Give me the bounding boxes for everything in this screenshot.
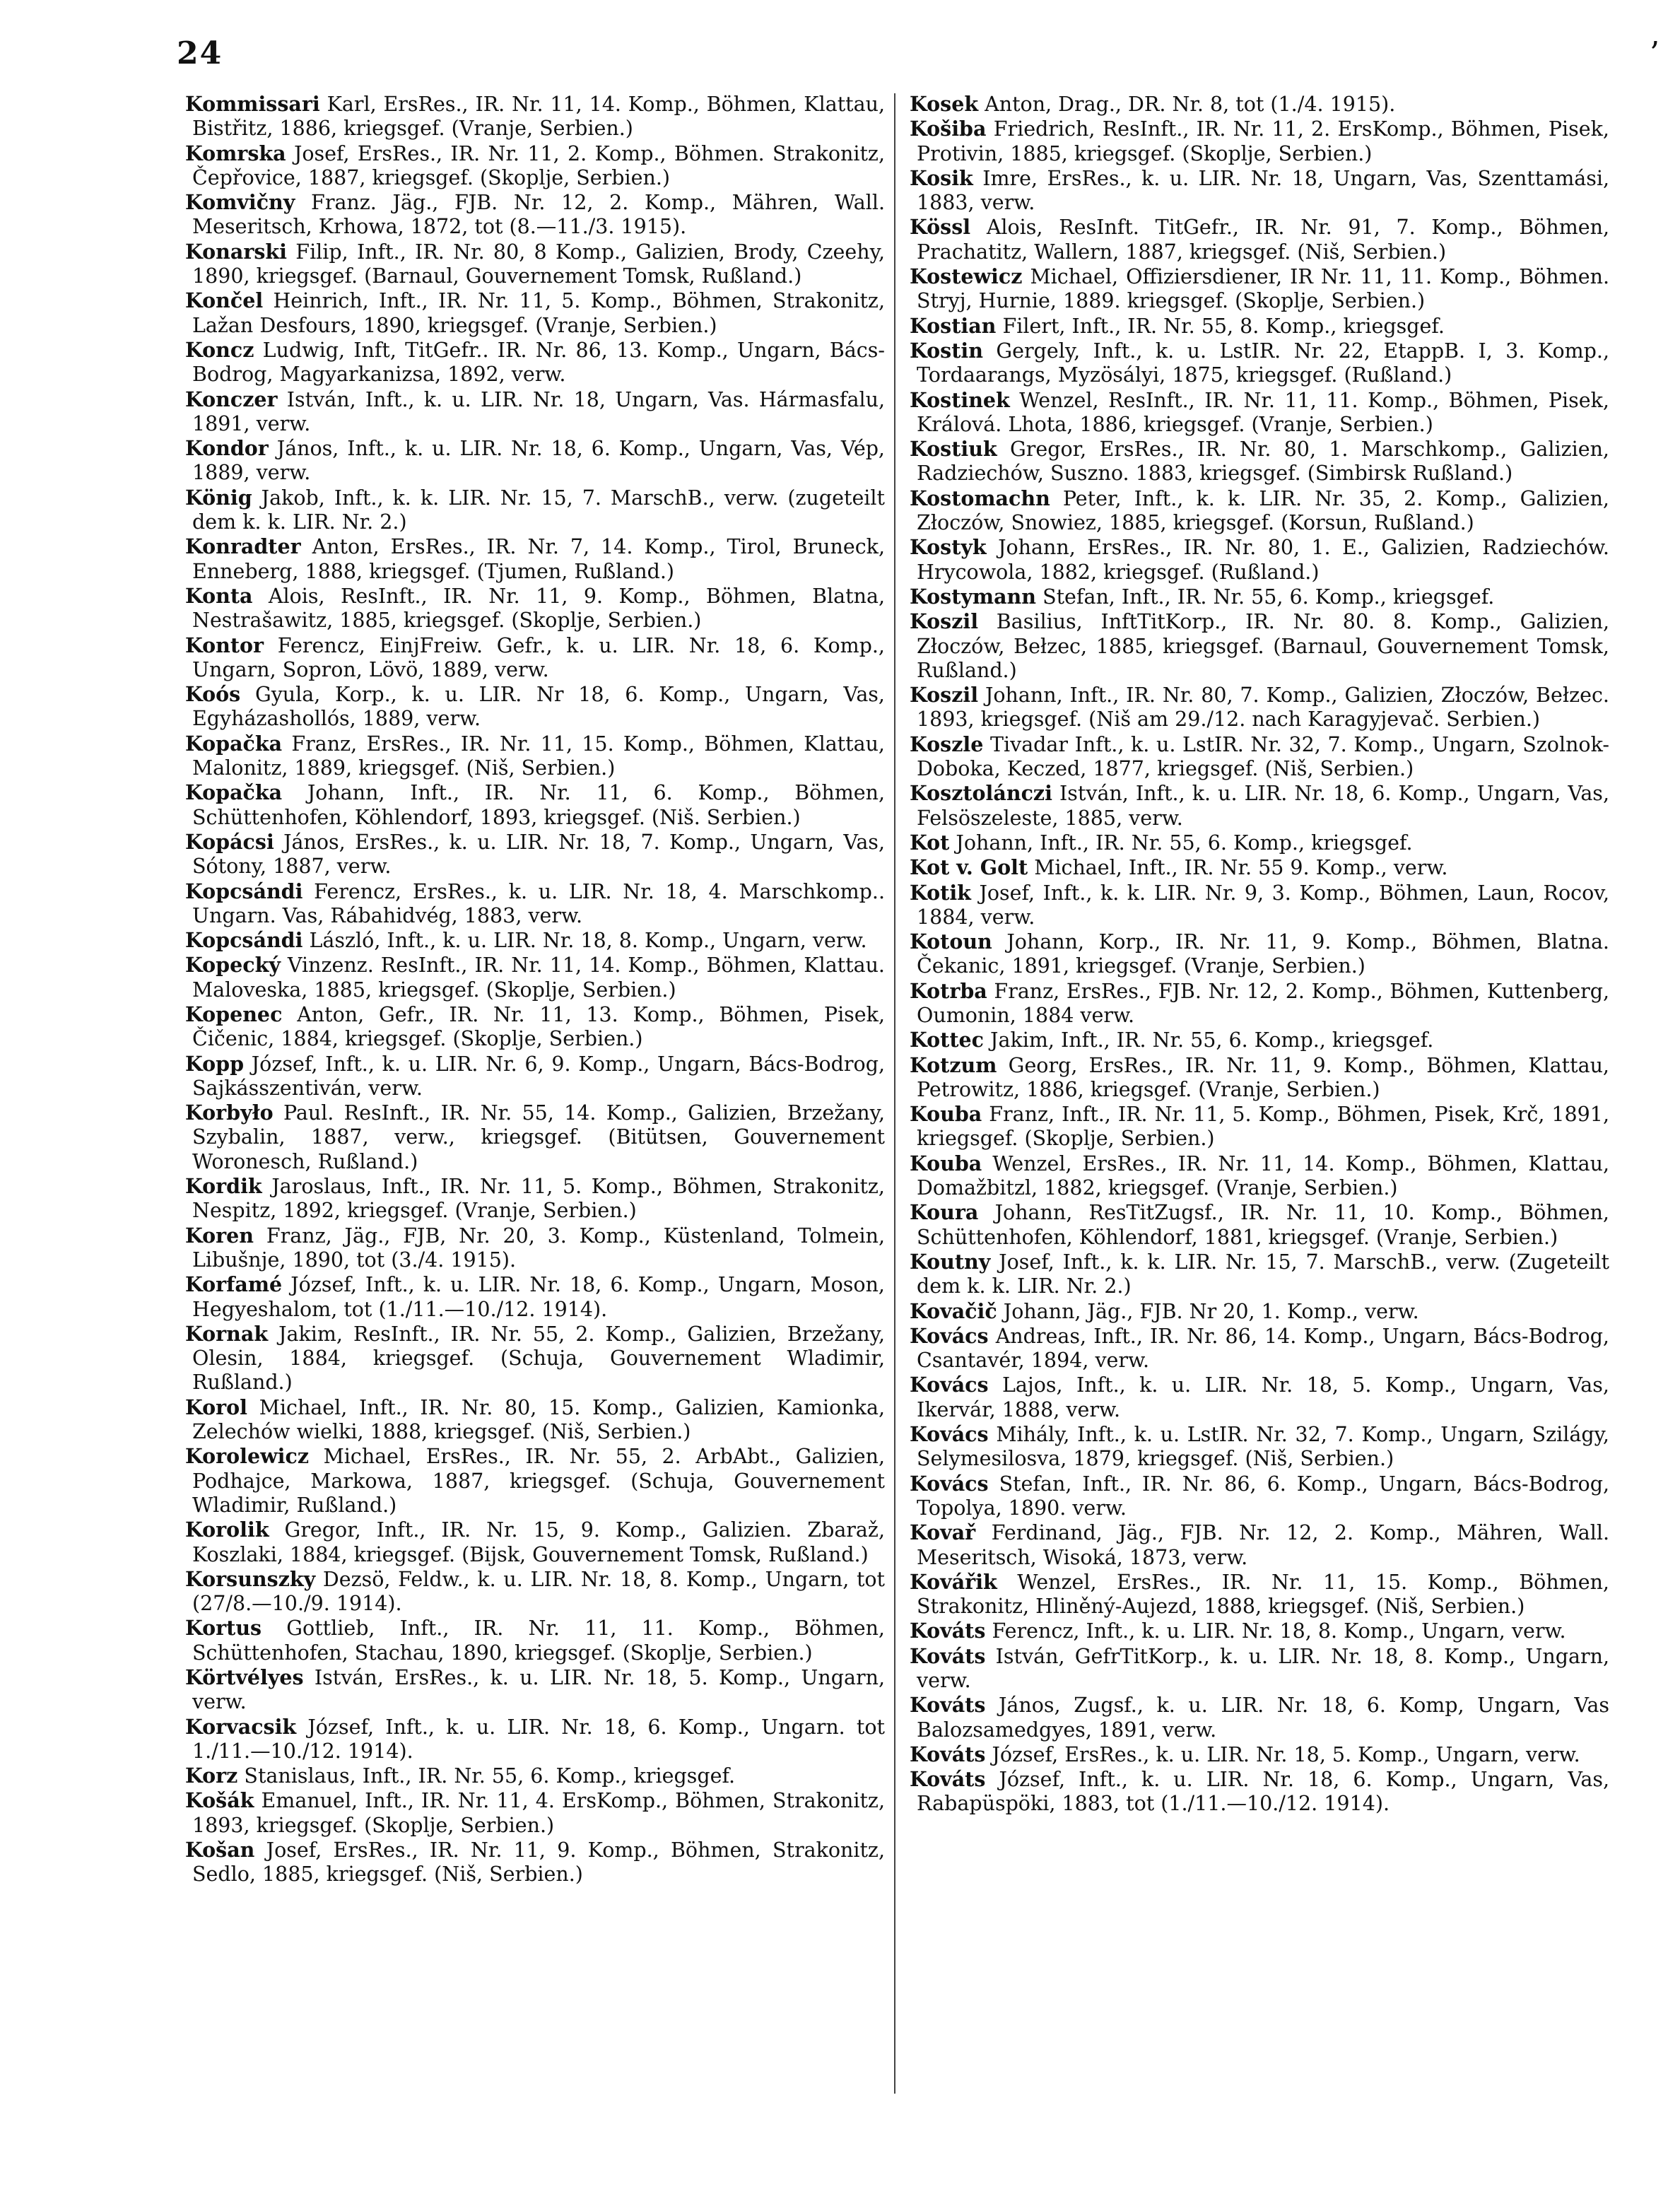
entry-surname: Kostian bbox=[910, 313, 997, 338]
register-entry bbox=[910, 1472, 1609, 1521]
entry-surname: Kontor bbox=[185, 633, 264, 657]
entry-surname: Kössl bbox=[910, 215, 971, 240]
entry-surname: Kommissari bbox=[185, 92, 320, 116]
entry-details: Franz, Jäg., FJB, Nr. 20, 3. Komp., Küstenland, Tolmein, Libušnje, 1890, tot (3./4. 1915). bbox=[192, 1224, 885, 1272]
register-entry bbox=[910, 1742, 1609, 1767]
entry-details: István, GefrTitKorp., k. u. LIR. Nr. 18, 8. Komp., Ungarn, verw. bbox=[917, 1644, 1610, 1692]
register-entry bbox=[910, 1422, 1609, 1472]
entry-details: Friedrich, ResInft., IR. Nr. 11, 2. ErsKomp., Böhmen, Pisek, Protivin, 1885, kriegsgef. (Skoplje, Serbien.) bbox=[917, 117, 1609, 165]
corner-mark: ’ bbox=[1650, 35, 1660, 71]
entry-surname: Končel bbox=[185, 288, 264, 313]
entry-details: Johann, ResTitZugsf., IR. Nr. 11, 10. Komp., Böhmen, Schüttenhofen, Köhlendorf, 1881, kriegsgef. (Vranje, Serbien.) bbox=[917, 1201, 1609, 1249]
register-entry bbox=[910, 1299, 1609, 1324]
register-entry bbox=[185, 1101, 885, 1174]
entry-details: Anton, Gefr., IR. Nr. 11, 13. Komp., Böhmen, Pisek, Čičenic, 1884, kriegsgef. (Skoplje, Serbien.) bbox=[192, 1002, 886, 1051]
entry-details: Filip, Inft., IR. Nr. 80, 8 Komp., Galizien, Brody, Czeehy, 1890, kriegsgef. (Barnaul, Gouvernement Tomsk, Rußland.) bbox=[192, 240, 886, 288]
entry-details: Ferdinand, Jäg., FJB. Nr. 12, 2. Komp., Mähren, Wall. Meseritsch, Wisoká, 1873, verw. bbox=[917, 1521, 1610, 1569]
entry-details: Georg, ErsRes., IR. Nr. 11, 9. Komp., Böhmen, Klattau, Petrowitz, 1886, kriegsgef. (Vranje, Serbien.) bbox=[917, 1053, 1609, 1101]
entry-surname: Korvacsik bbox=[185, 1714, 297, 1739]
register-entry bbox=[185, 387, 885, 437]
register-entry bbox=[910, 339, 1609, 388]
register-entry bbox=[185, 486, 885, 535]
page-number: 24 bbox=[177, 35, 223, 71]
register-entry bbox=[910, 979, 1609, 1028]
register-entry bbox=[910, 609, 1609, 683]
entry-surname: Kopcsándi bbox=[185, 879, 303, 903]
register-entry bbox=[185, 584, 885, 633]
entry-surname: Konarski bbox=[185, 239, 287, 264]
entry-surname: Kováts bbox=[910, 1643, 986, 1668]
entry-details: Gregor, Inft., IR. Nr. 15, 9. Komp., Galizien. Zbaraž, Koszlaki, 1884, kriegsgef. (Bijsk, Gouvernement Tomsk, Rußland.) bbox=[192, 1518, 886, 1566]
entry-details: Basilius, InftTitKorp., IR. Nr. 80. 8. Komp., Galizien, Złoczów, Bełzec, 1885, kriegsgef. (Barnaul, Gouvernement Tomsk, Rußland.) bbox=[917, 610, 1610, 682]
entry-surname: Kováts bbox=[910, 1767, 986, 1792]
entry-surname: Korol bbox=[185, 1395, 248, 1419]
entry-details: Filert, Inft., IR. Nr. 55, 8. Komp., kriegsgef. bbox=[1002, 314, 1445, 338]
entry-details: Franz, Inft., IR. Nr. 11, 5. Komp., Böhmen, Pisek, Krč, 1891, kriegsgef. (Skoplje, Serbien.) bbox=[917, 1103, 1610, 1151]
entry-details: Franz, ErsRes., FJB. Nr. 12, 2. Komp., Böhmen, Kuttenberg, Oumonin, 1884 verw. bbox=[917, 979, 1609, 1027]
entry-surname: Kopecký bbox=[185, 953, 281, 978]
register-entry bbox=[910, 1151, 1609, 1201]
register-entry bbox=[185, 1322, 885, 1395]
entry-details: Jakim, Inft., IR. Nr. 55, 6. Komp., kriegsgef. bbox=[990, 1028, 1434, 1052]
entry-details: Josef, ErsRes., IR. Nr. 11, 2. Komp., Böhmen. Strakonitz, Čepřovice, 1887, kriegsgef. (Skoplje, Serbien.) bbox=[192, 141, 886, 189]
entry-details: Andreas, Inft., IR. Nr. 86, 14. Komp., Ungarn, Bács-Bodrog, Csantavér, 1894, verw. bbox=[917, 1324, 1609, 1373]
entry-surname: Kopcsándi bbox=[185, 928, 303, 953]
entry-surname: Kosik bbox=[910, 165, 973, 190]
entry-details: János, Inft., k. u. LIR. Nr. 18, 6. Komp., Ungarn, Vas, Vép, 1889, verw. bbox=[192, 437, 885, 485]
entry-details: János, Zugsf., k. u. LIR. Nr. 18, 6. Komp, Ungarn, Vas Balozsamedgyes, 1891, verw. bbox=[917, 1694, 1609, 1742]
entry-details: Johann, Jäg., FJB. Nr 20, 1. Komp., verw. bbox=[1003, 1299, 1419, 1323]
entry-details: János, ErsRes., k. u. LIR. Nr. 18, 7. Komp., Ungarn, Vas, Sótony, 1887, verw. bbox=[192, 830, 885, 879]
entry-details: Josef, Inft., k. k. LIR. Nr. 9, 3. Komp., Böhmen, Laun, Rocov, 1884, verw. bbox=[917, 881, 1610, 929]
entry-surname: König bbox=[185, 485, 252, 510]
entry-details: Imre, ErsRes., k. u. LIR. Nr. 18, Ungarn, Vas, Szenttamási, 1883, verw. bbox=[917, 166, 1610, 215]
entry-details: Emanuel, Inft., IR. Nr. 11, 4. ErsKomp., Böhmen, Strakonitz, 1893, kriegsgef. (Skoplje, Serbien.) bbox=[192, 1789, 886, 1837]
entry-surname: Kopačka bbox=[185, 731, 283, 756]
entry-details: József, Inft., k. u. LIR. Nr. 6, 9. Komp., Ungarn, Bács-Bodrog, Sajkásszentiván, verw. bbox=[192, 1052, 886, 1100]
register-entry bbox=[185, 682, 885, 732]
register-entry bbox=[910, 1028, 1609, 1052]
entry-details: Franz. Jäg., FJB. Nr. 12, 2. Komp., Mähren, Wall. Meseritsch, Krhowa, 1872, tot (8.—11./3. 1915). bbox=[192, 191, 886, 239]
entry-details: Ferencz, EinjFreiw. Gefr., k. u. LIR. Nr. 18, 6. Komp., Ungarn, Sopron, Lövö, 1889, verw. bbox=[192, 633, 885, 681]
entry-details: Lajos, Inft., k. u. LIR. Nr. 18, 5. Komp., Ungarn, Vas, Ikervár, 1888, verw. bbox=[917, 1373, 1609, 1421]
register-entry bbox=[185, 1224, 885, 1273]
entry-surname: Kostyk bbox=[910, 535, 987, 560]
register-entry bbox=[910, 1053, 1609, 1103]
register-entry bbox=[910, 585, 1609, 609]
entry-details: Peter, Inft., k. k. LIR. Nr. 35, 2. Komp., Galizien, Złoczów, Snowiez, 1885, kriegsgef. (Korsun, Rußland.) bbox=[917, 486, 1609, 535]
register-entry bbox=[910, 881, 1609, 930]
register-entry bbox=[910, 437, 1609, 486]
entry-surname: Kopačka bbox=[185, 780, 283, 805]
register-entry bbox=[910, 831, 1609, 855]
register-entry bbox=[185, 1518, 885, 1567]
entry-surname: Kováts bbox=[910, 1742, 986, 1766]
entry-details: Josef, ErsRes., IR. Nr. 11, 9. Komp., Böhmen, Strakonitz, Sedlo, 1885, kriegsgef. (Niš, Serbien.) bbox=[192, 1838, 885, 1887]
register-entry bbox=[185, 1272, 885, 1322]
entry-details: Karl, ErsRes., IR. Nr. 11, 14. Komp., Böhmen, Klattau, Bistřitz, 1886, kriegsgef. (Vranje, Serbien.) bbox=[192, 93, 886, 141]
entry-details: Paul. ResInft., IR. Nr. 55, 14. Komp., Galizien, Brzežany, Szybalin, 1887, verw., kriegsgef. (Bitütsen, Gouvernement Woronesch, Rußland.) bbox=[192, 1101, 886, 1173]
entry-surname: Koszle bbox=[910, 732, 984, 756]
entry-details: Gyula, Korp., k. u. LIR. Nr 18, 6. Komp., Ungarn, Vas, Egyházashollós, 1889, verw. bbox=[192, 683, 885, 731]
entry-details: Vinzenz. ResInft., IR. Nr. 11, 14. Komp., Böhmen, Klattau. Maloveska, 1885, kriegsgef. (Skoplje, Serbien.) bbox=[192, 954, 885, 1002]
entry-details: Stefan, Inft., IR. Nr. 55, 6. Komp., kriegsgef. bbox=[1042, 585, 1495, 609]
entry-details: Ferencz, ErsRes., k. u. LIR. Nr. 18, 4. Marschkomp.. Ungarn. Vas, Rábahidvég, 1883, verw. bbox=[192, 879, 886, 927]
register-entry bbox=[910, 264, 1609, 314]
entry-surname: Košák bbox=[185, 1788, 254, 1813]
entry-surname: Korolik bbox=[185, 1518, 269, 1542]
entry-surname: Kotoun bbox=[910, 929, 992, 954]
register-entry bbox=[910, 486, 1609, 536]
entry-surname: Koutny bbox=[910, 1249, 991, 1274]
entry-details: Johann, Inft., IR. Nr. 55, 6. Komp., kriegsgef. bbox=[956, 831, 1413, 855]
register-entry bbox=[185, 1788, 885, 1838]
entry-details: Anton, Drag., DR. Nr. 8, tot (1./4. 1915). bbox=[985, 93, 1396, 116]
entry-surname: Kostymann bbox=[910, 584, 1036, 609]
register-entry bbox=[185, 1616, 885, 1665]
register-entry bbox=[185, 953, 885, 1002]
register-entry bbox=[910, 1693, 1609, 1742]
register-entry bbox=[185, 1395, 885, 1445]
register-entry bbox=[910, 388, 1609, 438]
entry-details: Michael, Inft., IR. Nr. 80, 15. Komp., Galizien, Kamionka, Zelechów wielki, 1888, kriegsgef. (Niš, Serbien.) bbox=[192, 1395, 886, 1444]
entry-details: Wenzel, ErsRes., IR. Nr. 11, 15. Komp., Böhmen, Strakonitz, Hliněný-Aujezd, 1888, kriegsgef. (Niš, Serbien.) bbox=[917, 1570, 1609, 1619]
right-column bbox=[910, 92, 1609, 1817]
entry-surname: Kostin bbox=[910, 338, 983, 363]
register-entry bbox=[185, 1444, 885, 1518]
register-entry bbox=[910, 1767, 1609, 1817]
entry-surname: Kornak bbox=[185, 1321, 269, 1346]
entry-details: Jaroslaus, Inft., IR. Nr. 11, 5. Komp., Böhmen, Strakonitz, Nespitz, 1892, kriegsgef. (Vranje, Serbien.) bbox=[192, 1175, 885, 1223]
entry-details: Stefan, Inft., IR. Nr. 86, 6. Komp., Ungarn, Bács-Bodrog, Topolya, 1890. verw. bbox=[917, 1472, 1610, 1520]
register-entry bbox=[910, 1644, 1609, 1694]
register-entry bbox=[185, 92, 885, 141]
register-entry bbox=[910, 1102, 1609, 1151]
entry-surname: Kotzum bbox=[910, 1052, 997, 1077]
register-entry bbox=[185, 1567, 885, 1617]
entry-surname: Korbyło bbox=[185, 1101, 274, 1125]
entry-surname: Kovářik bbox=[910, 1569, 997, 1594]
entry-surname: Konczer bbox=[185, 387, 278, 411]
register-entry bbox=[910, 535, 1609, 585]
register-entry bbox=[185, 1002, 885, 1052]
register-entry bbox=[185, 1838, 885, 1887]
column-divider bbox=[894, 93, 895, 2094]
entry-surname: Kotrba bbox=[910, 978, 987, 1003]
register-entry bbox=[185, 190, 885, 240]
register-entry bbox=[910, 1200, 1609, 1250]
register-entry bbox=[910, 1250, 1609, 1299]
entry-surname: Körtvélyes bbox=[185, 1665, 304, 1689]
register-entry bbox=[910, 732, 1609, 782]
register-entry bbox=[185, 1764, 885, 1788]
entry-details: Ludwig, Inft, TitGefr.. IR. Nr. 86, 13. Komp., Ungarn, Bács-Bodrog, Magyarkanizsa, 1892, verw. bbox=[192, 338, 886, 387]
entry-surname: Koós bbox=[185, 682, 241, 707]
entry-surname: Kostiuk bbox=[910, 437, 997, 462]
entry-details: József, ErsRes., k. u. LIR. Nr. 18, 5. Komp., Ungarn, verw. bbox=[992, 1742, 1580, 1766]
entry-details: Michael, Inft., IR. Nr. 55 9. Komp., verw. bbox=[1034, 856, 1448, 880]
left-column bbox=[185, 92, 885, 1887]
register-entry bbox=[185, 780, 885, 830]
register-entry bbox=[910, 683, 1609, 732]
entry-details: László, Inft., k. u. LIR. Nr. 18, 8. Komp., Ungarn, verw. bbox=[309, 929, 867, 953]
entry-details: Heinrich, Inft., IR. Nr. 11, 5. Komp., Böhmen, Strakonitz, Lažan Desfours, 1890, kriegsgef. (Vranje, Serbien.) bbox=[192, 289, 886, 337]
entry-surname: Korolewicz bbox=[185, 1444, 310, 1469]
register-entry bbox=[910, 314, 1609, 339]
entry-surname: Košan bbox=[185, 1838, 255, 1862]
register-entry bbox=[910, 117, 1609, 166]
register-entry bbox=[185, 534, 885, 584]
entry-surname: Kosztolánczi bbox=[910, 781, 1052, 806]
entry-surname: Koncz bbox=[185, 337, 254, 362]
register-entry bbox=[185, 288, 885, 338]
entry-surname: Kostomachn bbox=[910, 486, 1050, 510]
entry-details: Josef, Inft., k. k. LIR. Nr. 15, 7. MarschB., verw. (Zugeteilt dem k. k. LIR. Nr. 2.) bbox=[917, 1250, 1609, 1298]
entry-surname: Kopenec bbox=[185, 1002, 283, 1026]
entry-surname: Kováts bbox=[910, 1619, 986, 1643]
entry-surname: Koszil bbox=[910, 683, 979, 708]
entry-details: István, Inft., k. u. LIR. Nr. 18, Ungarn, Vas. Hármasfalu, 1891, verw. bbox=[192, 387, 885, 435]
register-entry bbox=[185, 633, 885, 683]
entry-surname: Koszil bbox=[910, 609, 979, 634]
entry-details: István, Inft., k. u. LIR. Nr. 18, 6. Komp., Ungarn, Vas, Felsöszeleste, 1885, verw. bbox=[917, 782, 1609, 830]
entry-details: Johann, Korp., IR. Nr. 11, 9. Komp., Böhmen, Blatna. Čekanic, 1891, kriegsgef. (Vranje, Serbien.) bbox=[917, 930, 1609, 978]
entry-details: József, Inft., k. u. LIR. Nr. 18, 6. Komp., Ungarn, Vas, Rabapüspöki, 1883, tot (1./11.—10./12. 1914). bbox=[917, 1768, 1610, 1816]
entry-surname: Konta bbox=[185, 583, 253, 608]
entry-surname: Komvičny bbox=[185, 190, 295, 215]
register-entry bbox=[910, 929, 1609, 979]
entry-details: Alois, ResInft., IR. Nr. 11, 9. Komp., Böhmen, Blatna, Nestrašawitz, 1885, kriegsgef. (Skoplje, Serbien.) bbox=[192, 584, 885, 633]
register-entry bbox=[910, 1373, 1609, 1422]
entry-details: Dezsö, Feldw., k. u. LIR. Nr. 18, 8. Komp., Ungarn, tot (27/8.—10./9. 1914). bbox=[192, 1567, 886, 1616]
entry-details: Stanislaus, Inft., IR. Nr. 55, 6. Komp., kriegsgef. bbox=[244, 1764, 736, 1788]
entry-details: Johann, Inft., IR. Nr. 80, 7. Komp., Galizien, Złoczów, Bełzec. 1893, kriegsgef. (Niš am 29./12. nach Karagyjevač. Serbien.) bbox=[917, 684, 1609, 732]
register-entry bbox=[910, 92, 1609, 117]
entry-surname: Kostinek bbox=[910, 387, 1010, 412]
register-entry bbox=[185, 240, 885, 289]
entry-details: István, ErsRes., k. u. LIR. Nr. 18, 5. Komp., Ungarn, verw. bbox=[192, 1666, 885, 1714]
entry-surname: Kortus bbox=[185, 1616, 262, 1641]
entry-details: Michael, ErsRes., IR. Nr. 55, 2. ArbAbt., Galizien, Podhajce, Markowa, 1887, kriegsgef. (Schuja, Gouvernement Wladimir, Rußland.) bbox=[192, 1445, 886, 1517]
register-entry bbox=[185, 1665, 885, 1715]
entry-surname: Kot bbox=[910, 830, 950, 855]
entry-details: Wenzel, ResInft., IR. Nr. 11, 11. Komp., Böhmen, Pisek, Králová. Lhota, 1886, kriegsgef. (Vranje, Serbien.) bbox=[917, 388, 1609, 436]
entry-surname: Korsunszky bbox=[185, 1566, 316, 1591]
entry-surname: Kottec bbox=[910, 1028, 984, 1052]
register-entry bbox=[185, 830, 885, 879]
register-entry bbox=[185, 338, 885, 387]
entry-details: Anton, ErsRes., IR. Nr. 7, 14. Komp., Tirol, Bruneck, Enneberg, 1888, kriegsgef. (Tjumen, Rußland.) bbox=[192, 535, 885, 583]
register-entry bbox=[185, 141, 885, 191]
entry-details: Jakob, Inft., k. k. LIR. Nr. 15, 7. MarschB., verw. (zugeteilt dem k. k. LIR. Nr. 2.) bbox=[192, 486, 885, 534]
entry-surname: Komrska bbox=[185, 141, 286, 165]
entry-surname: Košiba bbox=[910, 117, 987, 141]
entry-details: Tivadar Inft., k. u. LstIR. Nr. 32, 7. Komp., Ungarn, Szolnok-Doboka, Keczed, 1877, kriegsgef. (Niš, Serbien.) bbox=[917, 732, 1609, 781]
register-entry bbox=[185, 732, 885, 781]
register-entry bbox=[185, 879, 885, 929]
entry-surname: Kotik bbox=[910, 880, 971, 905]
entry-surname: Koura bbox=[910, 1200, 979, 1225]
register-entry bbox=[910, 215, 1609, 264]
entry-surname: Kouba bbox=[910, 1102, 982, 1127]
entry-surname: Korfamé bbox=[185, 1272, 283, 1297]
entry-surname: Kondor bbox=[185, 436, 269, 461]
entry-surname: Kopp bbox=[185, 1051, 245, 1076]
register-entry bbox=[910, 1520, 1609, 1570]
entry-details: Franz, ErsRes., IR. Nr. 11, 15. Komp., Böhmen, Klattau, Malonitz, 1889, kriegsgef. (Niš, Serbien.) bbox=[192, 732, 885, 780]
entry-details: Ferencz, Inft., k. u. LIR. Nr. 18, 8. Komp., Ungarn, verw. bbox=[992, 1619, 1566, 1643]
register-entry bbox=[185, 928, 885, 953]
entry-surname: Konradter bbox=[185, 534, 301, 559]
entry-details: József, Inft., k. u. LIR. Nr. 18, 6. Komp., Ungarn. tot 1./11.—10./12. 1914). bbox=[192, 1715, 885, 1763]
register-entry bbox=[185, 1174, 885, 1224]
register-entry bbox=[910, 1619, 1609, 1643]
register-entry bbox=[185, 1715, 885, 1764]
entry-surname: Kovács bbox=[910, 1471, 989, 1496]
entry-surname: Kovačič bbox=[910, 1298, 997, 1323]
entry-surname: Kováts bbox=[910, 1693, 986, 1718]
entry-details: Alois, ResInft. TitGefr., IR. Nr. 91, 7. Komp., Böhmen, Prachatitz, Wallern, 1887, kriegsgef. (Niš, Serbien.) bbox=[917, 216, 1609, 264]
entry-details: Gregor, ErsRes., IR. Nr. 80, 1. Marschkomp., Galizien, Radziechów, Suszno. 1883, kriegsgef. (Simbirsk Rußland.) bbox=[917, 438, 1609, 486]
register-entry bbox=[910, 781, 1609, 831]
entry-surname: Kovács bbox=[910, 1323, 989, 1348]
entry-surname: Koren bbox=[185, 1223, 254, 1248]
entry-surname: Kovař bbox=[910, 1520, 976, 1545]
register-entry bbox=[910, 855, 1609, 880]
register-entry bbox=[185, 1052, 885, 1101]
entry-surname: Kovács bbox=[910, 1373, 989, 1397]
entry-details: József, Inft., k. u. LIR. Nr. 18, 6. Komp., Ungarn, Moson, Hegyeshalom, tot (1./11.—10./12. 1914). bbox=[192, 1273, 885, 1321]
entry-surname: Kordik bbox=[185, 1174, 262, 1199]
register-entry bbox=[910, 1570, 1609, 1619]
register-entry bbox=[910, 1324, 1609, 1373]
entry-surname: Kopácsi bbox=[185, 829, 274, 854]
entry-details: Mihály, Inft., k. u. LstIR. Nr. 32, 7. Komp., Ungarn, Szilágy, Selymesilosva, 1879, kriegsgef. (Niš, Serbien.) bbox=[917, 1423, 1609, 1471]
entry-surname: Kouba bbox=[910, 1151, 982, 1175]
entry-surname: Korz bbox=[185, 1764, 238, 1788]
entry-details: Michael, Offiziersdiener, IR Nr. 11, 11. Komp., Böhmen. Stryj, Hurnie, 1889. kriegsgef. (Skoplje, Serbien.) bbox=[917, 265, 1609, 313]
entry-details: Gottlieb, Inft., IR. Nr. 11, 11. Komp., Böhmen, Schüttenhofen, Stachau, 1890, kriegsgef. (Skoplje, Serbien.) bbox=[192, 1617, 885, 1665]
entry-details: Jakim, ResInft., IR. Nr. 55, 2. Komp., Galizien, Brzežany, Olesin, 1884, kriegsgef. (Schuja, Gouvernement Wladimir, Rußland.) bbox=[192, 1322, 886, 1395]
entry-surname: Kot v. Golt bbox=[910, 855, 1028, 880]
entry-details: Johann, Inft., IR. Nr. 11, 6. Komp., Böhmen, Schüttenhofen, Köhlendorf, 1893, kriegsgef. (Niš. Serbien.) bbox=[192, 781, 886, 829]
register-entry bbox=[185, 436, 885, 486]
entry-surname: Kosek bbox=[910, 92, 979, 116]
entry-details: Gergely, Inft., k. u. LstIR. Nr. 22, EtappB. I, 3. Komp., Tordaarangs, Myzösályi, 1875, kriegsgef. (Rußland.) bbox=[917, 339, 1610, 387]
entry-details: Johann, ErsRes., IR. Nr. 80, 1. E., Galizien, Radziechów. Hrycowola, 1882, kriegsgef. (Rußland.) bbox=[917, 536, 1609, 584]
entry-details: Wenzel, ErsRes., IR. Nr. 11, 14. Komp., Böhmen, Klattau, Domažbitzl, 1882, kriegsgef. (Vranje, Serbien.) bbox=[917, 1151, 1610, 1200]
entry-surname: Kovács bbox=[910, 1422, 989, 1447]
entry-surname: Kostewicz bbox=[910, 264, 1023, 289]
register-entry bbox=[910, 166, 1609, 216]
